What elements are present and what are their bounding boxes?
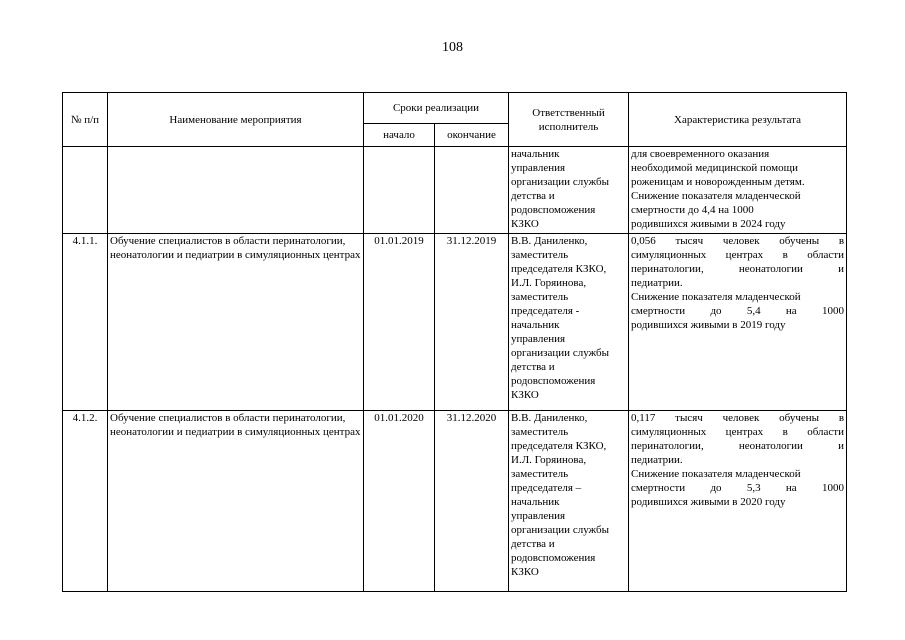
- cell-start: 01.01.2019: [364, 234, 435, 411]
- result-line: родившихся живыми в 2019 году: [631, 319, 786, 331]
- cell-end: 31.12.2020: [435, 411, 509, 592]
- responsible-line: заместитель: [511, 468, 569, 480]
- responsible-line: родовспоможения: [511, 552, 596, 564]
- responsible-line: В.В. Даниленко,: [511, 235, 588, 247]
- cell-name: Обучение специалистов в области перинатологии, неонатологии и педиатрии в симуляционных центрах: [108, 234, 364, 411]
- result-line: перинатологии, неонатологии и: [631, 440, 845, 452]
- header-terms: Сроки реализации: [364, 93, 509, 124]
- cell-responsible: [509, 411, 629, 592]
- activities-table: [62, 92, 847, 592]
- responsible-line: КЗКО: [511, 218, 539, 230]
- responsible-line: родовспоможения: [511, 204, 596, 216]
- result-line: педиатрии.: [631, 277, 683, 289]
- responsible-line: И.Л. Горяинова,: [511, 454, 587, 466]
- header-result: Характеристика результата: [629, 93, 847, 147]
- cell-start: 01.01.2020: [364, 411, 435, 592]
- responsible-line: председателя КЗКО,: [511, 263, 607, 275]
- responsible-line: КЗКО: [511, 566, 539, 578]
- responsible-line: председателя КЗКО,: [511, 440, 607, 452]
- cell-name: [108, 147, 364, 234]
- responsible-line: заместитель: [511, 291, 569, 303]
- result-line: смертности до 5,4 на 1000: [631, 305, 845, 317]
- responsible-line: управления: [511, 162, 566, 174]
- responsible-line: председателя –: [511, 482, 582, 494]
- result-line: 0,056 тысяч человек обучены в: [631, 235, 845, 247]
- header-responsible: Ответственный исполнитель: [509, 93, 629, 147]
- responsible-line: председателя -: [511, 305, 580, 317]
- result-line: симуляционных центрах в области: [631, 426, 845, 438]
- responsible-line: управления: [511, 333, 566, 345]
- cell-end: [435, 147, 509, 234]
- cell-result: [629, 234, 847, 411]
- result-line: 0,117 тысяч человек обучены в: [631, 412, 845, 424]
- cell-end: 31.12.2019: [435, 234, 509, 411]
- responsible-line: начальник: [511, 148, 560, 160]
- responsible-line: В.В. Даниленко,: [511, 412, 588, 424]
- cell-start: [364, 147, 435, 234]
- responsible-line: организации службы: [511, 176, 609, 188]
- result-line: педиатрии.: [631, 454, 683, 466]
- result-line: родившихся живыми в 2024 году: [631, 218, 786, 230]
- cell-result: [629, 411, 847, 592]
- responsible-line: заместитель: [511, 249, 569, 261]
- cell-num: [63, 147, 108, 234]
- header-name: Наименование мероприятия: [108, 93, 364, 147]
- result-line: для своевременного оказания: [631, 148, 770, 160]
- result-line: Снижение показателя младенческой: [631, 190, 801, 202]
- result-line: родившихся живыми в 2020 году: [631, 496, 786, 508]
- result-line: Снижение показателя младенческой: [631, 291, 801, 303]
- responsible-line: детства и: [511, 190, 555, 202]
- table-row-continuation: [63, 147, 847, 234]
- responsible-line: родовспоможения: [511, 375, 596, 387]
- result-line: Снижение показателя младенческой: [631, 468, 801, 480]
- responsible-line: КЗКО: [511, 389, 539, 401]
- responsible-line: начальник: [511, 319, 560, 331]
- responsible-line: организации службы: [511, 347, 609, 359]
- header-end: окончание: [435, 124, 509, 147]
- cell-result: [629, 147, 847, 234]
- page-number: 108: [442, 40, 463, 55]
- table-row: [63, 411, 847, 592]
- cell-num: 4.1.2.: [63, 411, 108, 592]
- responsible-line: начальник: [511, 496, 560, 508]
- cell-name: Обучение специалистов в области перинатологии, неонатологии и педиатрии в симуляционных центрах: [108, 411, 364, 592]
- result-line: роженицам и новорожденным детям.: [631, 176, 805, 188]
- table-header-row: [63, 93, 847, 124]
- responsible-line: детства и: [511, 538, 555, 550]
- responsible-line: организации службы: [511, 524, 609, 536]
- cell-num: 4.1.1.: [63, 234, 108, 411]
- table-row: [63, 234, 847, 411]
- result-line: необходимой медицинской помощи: [631, 162, 798, 174]
- result-line: симуляционных центрах в области: [631, 249, 845, 261]
- header-num: № п/п: [63, 93, 108, 147]
- cell-responsible: [509, 234, 629, 411]
- result-line: смертности до 4,4 на 1000: [631, 204, 754, 216]
- responsible-line: И.Л. Горяинова,: [511, 277, 587, 289]
- responsible-line: заместитель: [511, 426, 569, 438]
- result-line: перинатологии, неонатологии и: [631, 263, 845, 275]
- header-start: начало: [364, 124, 435, 147]
- cell-responsible: [509, 147, 629, 234]
- responsible-line: управления: [511, 510, 566, 522]
- result-line: смертности до 5,3 на 1000: [631, 482, 845, 494]
- responsible-line: детства и: [511, 361, 555, 373]
